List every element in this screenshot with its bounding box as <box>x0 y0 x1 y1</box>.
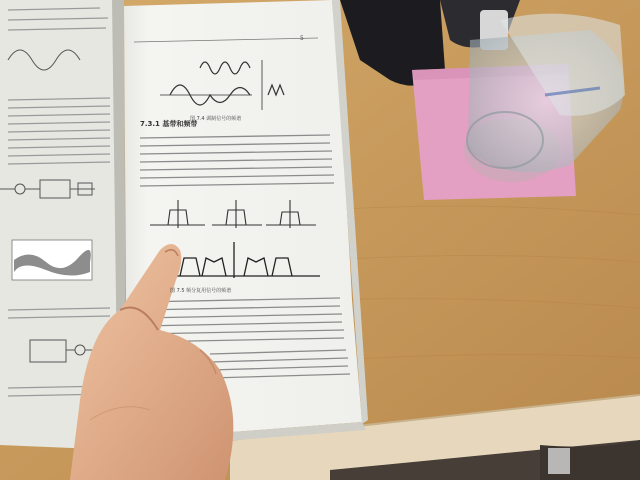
figure-caption-top: 图 7.4 调制信号的频谱 <box>190 116 242 122</box>
page-number: 5 <box>300 35 304 42</box>
left-spectrum-plot <box>12 240 92 280</box>
section-heading: 7.3.1 基带和频带 <box>140 120 198 128</box>
figure-caption-bottom: 图 7.5 频分复用信号的频谱 <box>170 288 232 294</box>
